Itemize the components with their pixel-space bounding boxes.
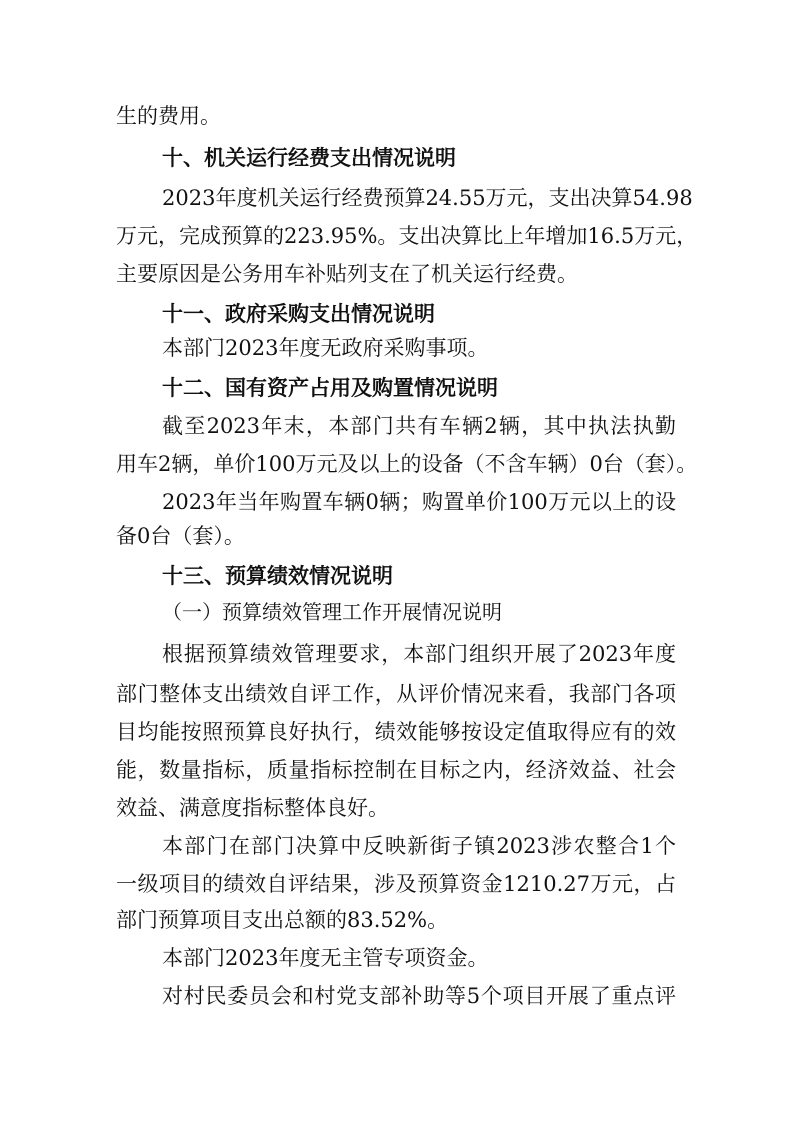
subsection-heading: （一）预算绩效管理工作开展情况说明 [162,600,502,624]
body-text-line: 部门整体支出绩效自评工作，从评价情况来看，我部门各项 [116,682,676,706]
body-text-line: 主要原因是公务用车补贴列支在了机关运行经费。 [116,262,578,286]
body-text-line: 一级项目的绩效自评结果，涉及预算资金1210.27万元，占 [116,872,676,896]
body-text-line: 本部门2023年度无政府采购事项。 [162,336,489,360]
body-text-line: 2023年度机关运行经费预算24.55万元，支出决算54.98 [162,186,693,210]
body-text-line: 部门预算项目支出总额的83.52%。 [116,908,449,932]
body-text-line: 生的费用。 [116,104,221,128]
body-text-line: 对村民委员会和村党支部补助等5个项目开展了重点评 [162,984,676,1008]
body-text-line: 备0台（套）。 [116,524,245,548]
body-text-line: 截至2023年末，本部门共有车辆2辆，其中执法执勤 [162,414,676,438]
section-heading: 十、机关运行经费支出情况说明 [162,146,456,170]
section-heading: 十一、政府采购支出情况说明 [162,302,435,326]
section-heading: 十三、预算绩效情况说明 [162,564,393,588]
body-text-line: 能，数量指标，质量指标控制在目标之内，经济效益、社会 [116,758,676,782]
body-text-line: 目均能按照预算良好执行，绩效能够按设定值取得应有的效 [116,720,676,744]
body-text-line: 本部门2023年度无主管专项资金。 [162,946,489,970]
section-heading: 十二、国有资产占用及购置情况说明 [162,376,498,400]
body-text-line: 2023年当年购置车辆0辆；购置单价100万元以上的设 [162,490,676,514]
body-text-line: 根据预算绩效管理要求，本部门组织开展了2023年度 [162,642,676,666]
body-text-line: 效益、满意度指标整体良好。 [116,796,389,820]
body-text-line: 万元，完成预算的223.95%。支出决算比上年增加16.5万元， [116,224,698,248]
body-text-line: 用车2辆，单价100万元及以上的设备（不含车辆）0台（套）。 [116,452,698,476]
body-text-line: 本部门在部门决算中反映新街子镇2023涉农整合1个 [162,834,676,858]
